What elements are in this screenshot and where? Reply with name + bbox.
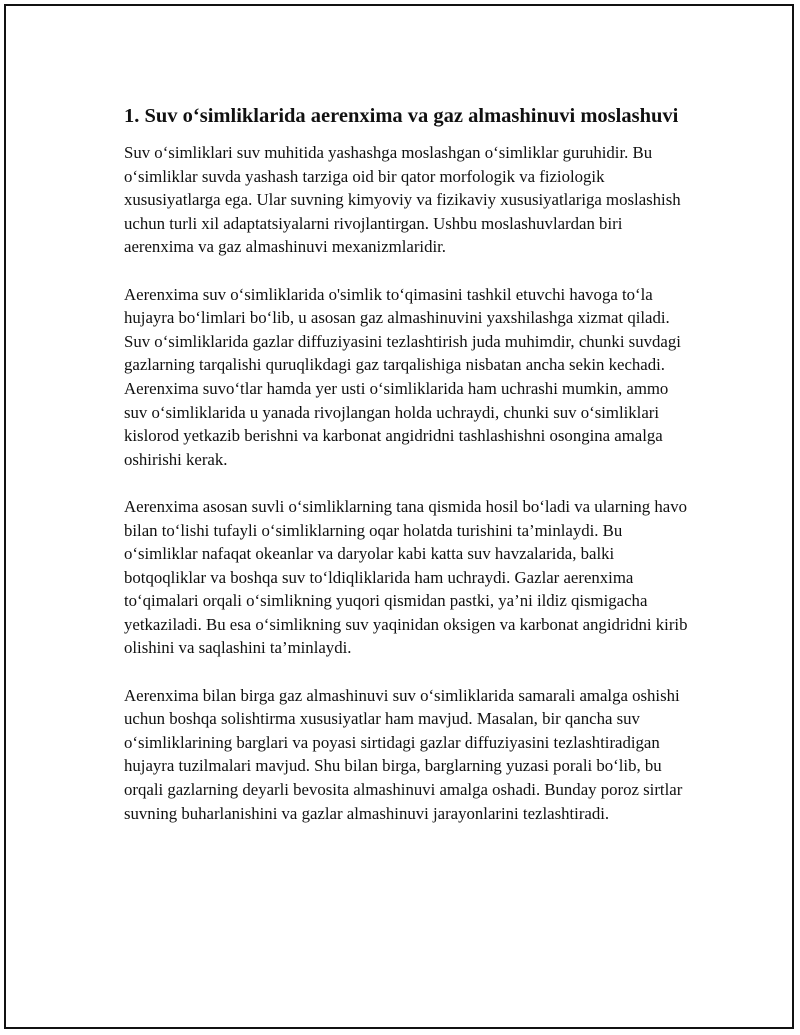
paragraph-2: Aerenxima suv o‘simliklarida o'simlik to‘qimasini tashkil etuvchi havoga to‘la hujayra bo‘limlari bo‘lib, u asosan gaz almashinuvini yaxshilashga xizmat qiladi. Suv o‘simliklarida gazlar diffuziyasini tezlashtirish juda muhimdir, chunki suvdagi gazlarning tarqalishi quruqlikdagi gaz tarqalishiga nisbatan ancha sekin kechadi. Aerenxima suvo‘tlar hamda yer usti o‘simliklarida ham uchrashi mumkin, ammo suv o‘simliklarida u yanada rivojlangan holda uchraydi, chunki suv o‘simliklari kislorod yetkazib berishni va karbonat angidridni tashlashishni osongina amalga oshirishi kerak. [124,284,681,469]
document-title: 1. Suv o‘simliklarida aerenxima va gaz almashinuvi moslashuvi [124,105,679,127]
page-frame [4,4,794,1029]
document-content [124,102,694,849]
paragraph-3: Aerenxima asosan suvli o‘simliklarning tana qismida hosil bo‘ladi va ularning havo bilan to‘lishi tufayli o‘simliklarning oqar holatda turishini ta’minlaydi. Bu o‘simliklar nafaqat okeanlar va daryolar kabi katta suv havzalarida, balki botqoqliklar va boshqa suv to‘ldiqliklarida ham uchraydi. Gazlar aerenxima to‘qimalari orqali o‘simlikning yuqori qismidan pastki, ya’ni ildiz qismigacha yetkaziladi. Bu esa o‘simlikning suv yaqinidan oksigen va karbonat angidridni kirib olishini va saqlashini ta’minlaydi. [124,496,688,658]
paragraph-1: Suv o‘simliklari suv muhitida yashashga moslashgan o‘simliklar guruhidir. Bu o‘simliklar suvda yashash tarziga oid bir qator morfologik va fiziologik xususiyatlarga ega. Ular suvning kimyoviy va fizikaviy xususiyatlariga moslashish uchun turli xil adaptatsiyalarni rivojlantirgan. Ushbu moslashuvlardan biri aerenxima va gaz almashinuvi mexanizmlaridir. [124,143,681,257]
paragraph-4: Aerenxima bilan birga gaz almashinuvi suv o‘simliklarida samarali amalga oshishi uchun boshqa solishtirma xususiyatlar ham mavjud. Masalan, bir qancha suv o‘simliklarining barglari va poyasi sirtidagi gazlar diffuziyasini tezlashtiradigan hujayra tuzilmalari mavjud. Shu bilan birga, barglarning yuzasi porali bo‘lib, bu orqali gazlarning deyarli bevosita almashinuvi amalga oshadi. Bunday poroz sirtlar suvning buharlanishini va gazlar almashinuvi jarayonlarini tezlashtiradi. [124,685,683,823]
